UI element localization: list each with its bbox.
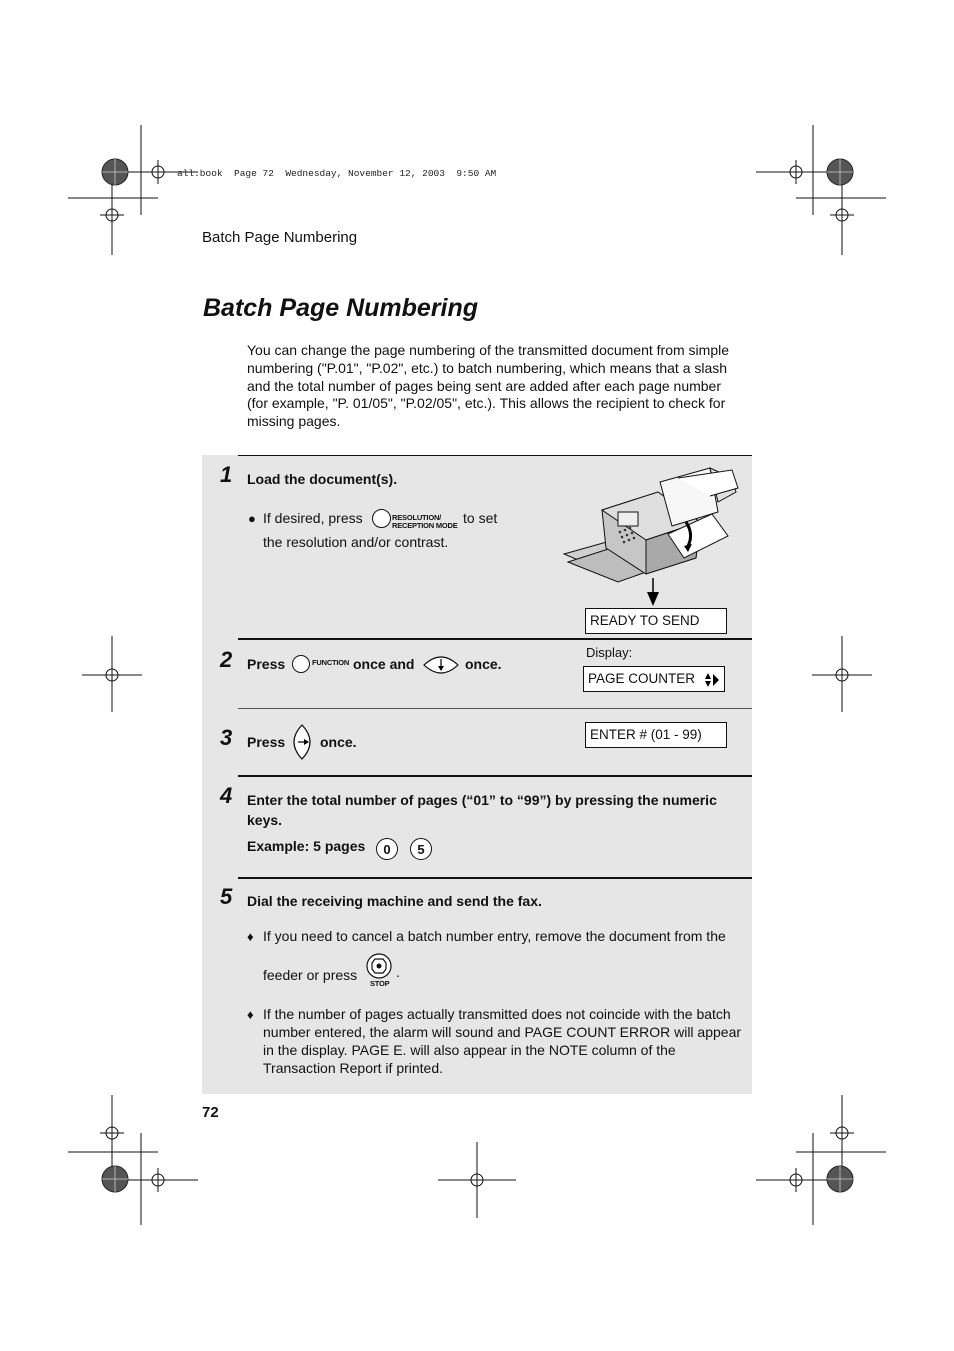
resolution-key-label: RESOLUTION/ RECEPTION MODE — [392, 513, 458, 530]
bullet-text: If the number of pages actually transmitted does not coincide with the batch number entered, the alarm will sound and PAGE COUNT ERROR will appear in the display. PAGE E. will also appear in the NOTE column of the Transaction Report if printed. — [263, 1006, 742, 1076]
divider — [238, 638, 752, 640]
numeric-key-5: 5 — [410, 838, 432, 860]
step-1-instruction: Load the document(s). — [247, 471, 398, 487]
display-label: Display: — [586, 645, 633, 660]
function-key-icon — [292, 655, 310, 673]
diamond-bullet-icon: ♦ — [247, 1007, 254, 1022]
numeric-key-0: 0 — [376, 838, 398, 860]
arrow-down-key-icon — [423, 655, 459, 675]
step-3-press: Press — [247, 734, 286, 750]
print-header: all.book Page 72 Wednesday, November 12, 2003 9:50 AM — [177, 168, 497, 179]
step-2-end: once. — [465, 656, 502, 672]
step-2-press: Press — [247, 656, 286, 672]
arrow-down-icon — [645, 578, 661, 608]
running-head: Batch Page Numbering — [202, 229, 358, 246]
step-number: 2 — [220, 647, 233, 672]
diamond-bullet-icon: ♦ — [247, 929, 254, 944]
bullet-text: feeder or press — [263, 967, 358, 983]
step-4-instruction: Enter the total number of pages (“01” to “99”) by pressing the numeric — [247, 792, 717, 808]
step-number: 4 — [220, 783, 233, 808]
step-3-end: once. — [320, 734, 357, 750]
resolution-key-icon — [372, 509, 391, 528]
stop-key-icon — [366, 953, 392, 979]
divider — [238, 708, 752, 709]
divider — [238, 775, 752, 777]
step-number: 1 — [220, 462, 233, 487]
example-text: Example: 5 pages — [247, 838, 366, 854]
page-number: 72 — [202, 1104, 219, 1121]
bullet-text: If you need to cancel a batch number entry, remove the document from the — [263, 928, 726, 944]
step-4-instruction: keys. — [247, 812, 283, 828]
step-number: 5 — [220, 884, 233, 909]
intro-paragraph: You can change the page numbering of the transmitted document from simple numbering ("P.01", "P.02", etc.) to batch numbering, which means that a slash and the total number of pages being sent are added after each page number (for example, "P. 01/05", "P.02/05", etc.). This allows the recipient to check for missing pages. — [247, 342, 729, 430]
display-readout: READY TO SEND — [585, 608, 727, 634]
step-number: 3 — [220, 725, 233, 750]
arrow-right-key-icon — [292, 724, 312, 760]
step-5-instruction: Dial the receiving machine and send the fax. — [247, 893, 542, 909]
stop-key-label: STOP — [370, 979, 390, 988]
up-down-arrow-icon — [702, 671, 720, 689]
function-key-label: FUNCTION — [312, 658, 350, 667]
bullet-text: the resolution and/or contrast. — [263, 534, 449, 550]
display-readout: PAGE COUNTER — [583, 666, 725, 692]
divider — [238, 455, 752, 456]
bullet-text: to set — [463, 510, 498, 526]
display-readout: ENTER # (01 - 99) — [585, 722, 727, 748]
divider — [238, 877, 752, 879]
page-title: Batch Page Numbering — [203, 294, 479, 322]
bullet-text: If desired, press — [263, 510, 363, 526]
step-2-text: once and — [353, 656, 415, 672]
period: . — [396, 964, 400, 980]
bullet-icon: ● — [248, 511, 256, 526]
